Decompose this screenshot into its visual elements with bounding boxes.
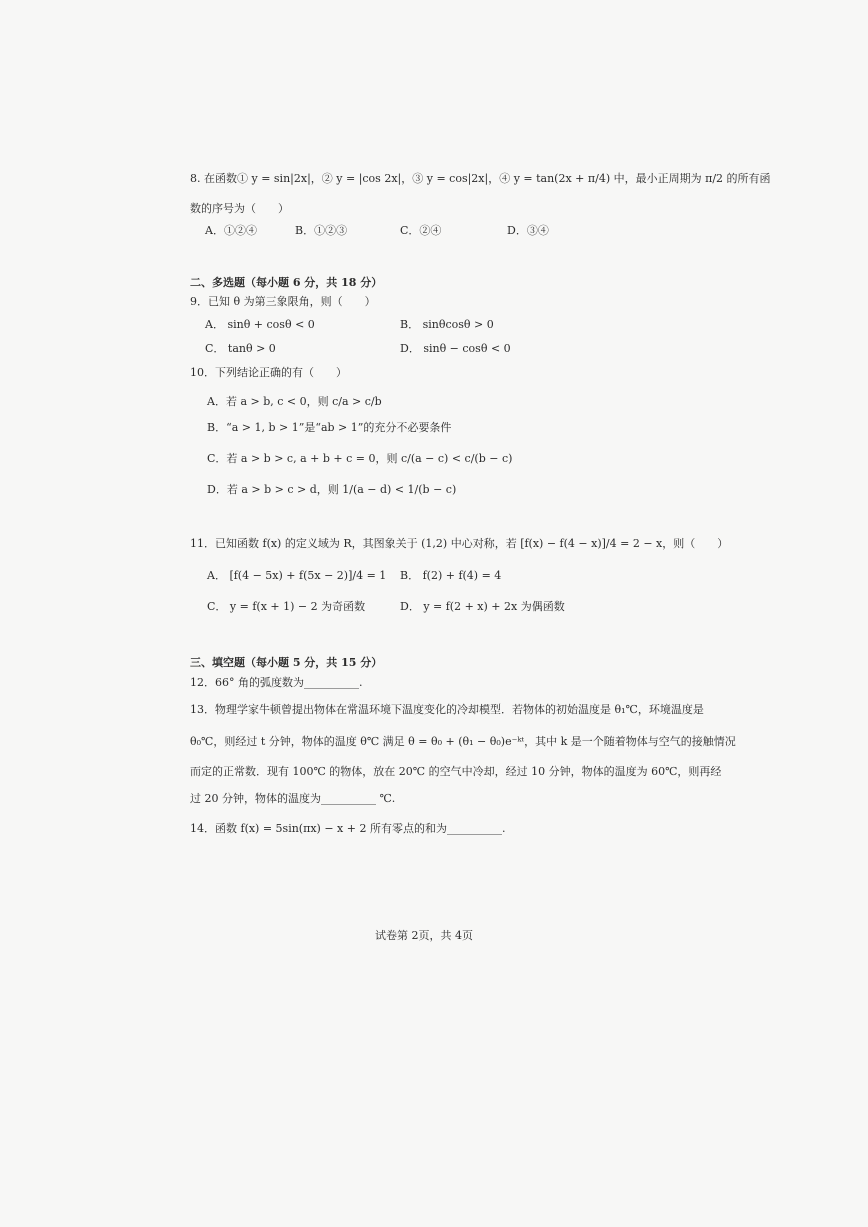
q8-option-c: C．②④ <box>400 224 442 237</box>
q10-stem: 10．下列结论正确的有（ ） <box>190 366 347 379</box>
q9-option-b: B． sinθcosθ > 0 <box>400 318 494 331</box>
q10-option-d: D．若 a > b > c > d，则 1/(a − d) < 1/(b − c) <box>207 483 457 496</box>
q11-option-b: B． f(2) + f(4) = 4 <box>400 569 502 582</box>
q8-option-d: D．③④ <box>507 224 549 237</box>
page-footer: 试卷第 2页，共 4页 <box>375 929 473 942</box>
q13-line2: θ₀℃，则经过 t 分钟，物体的温度 θ℃ 满足 θ = θ₀ + (θ₁ − θ₀)e⁻ᵏᵗ，其中 k 是一个随着物体与空气的接触情况 <box>190 735 736 748</box>
q9-option-a: A． sinθ + cosθ < 0 <box>205 318 315 331</box>
q8-line1: 8. 在函数① y = sin|2x|，② y = |cos 2x|，③ y = cos|2x|，④ y = tan(2x + π/4) 中，最小正周期为 π/2 的所有函 <box>190 172 771 185</box>
q13-line1: 13．物理学家牛顿曾提出物体在常温环境下温度变化的冷却模型．若物体的初始温度是 θ₁℃，环境温度是 <box>190 703 704 716</box>
q8-option-a: A．①②④ <box>205 224 257 237</box>
q10-option-b: B．“a > 1, b > 1”是“ab > 1”的充分不必要条件 <box>207 421 452 434</box>
section2-title: 二、多选题（每小题 6 分，共 18 分） <box>190 276 383 289</box>
q13-line3: 而定的正常数．现有 100℃ 的物体，放在 20℃ 的空气中冷却，经过 10 分钟，物体的温度为 60℃，则再经 <box>190 765 722 778</box>
q13-line4: 过 20 分钟，物体的温度为__________ ℃. <box>190 792 396 805</box>
q11-option-d: D． y = f(2 + x) + 2x 为偶函数 <box>400 600 565 613</box>
q14-text: 14．函数 f(x) = 5sin(πx) − x + 2 所有零点的和为__________. <box>190 822 506 835</box>
q9-stem: 9．已知 θ 为第三象限角，则（ ） <box>190 295 376 308</box>
section3-title: 三、填空题（每小题 5 分，共 15 分） <box>190 656 383 669</box>
q8-option-b: B．①②③ <box>295 224 348 237</box>
q12-text: 12．66° 角的弧度数为__________. <box>190 676 363 689</box>
q10-option-c: C．若 a > b > c, a + b + c = 0，则 c/(a − c) < c/(b − c) <box>207 452 513 465</box>
q8-line2: 数的序号为（ ） <box>190 202 289 215</box>
q9-option-c: C． tanθ > 0 <box>205 342 276 355</box>
q11-option-c: C． y = f(x + 1) − 2 为奇函数 <box>207 600 366 613</box>
q11-option-a: A． [f(4 − 5x) + f(5x − 2)]/4 = 1 <box>207 569 387 582</box>
q9-option-d: D． sinθ − cosθ < 0 <box>400 342 511 355</box>
q11-stem: 11．已知函数 f(x) 的定义域为 R，其图象关于 (1,2) 中心对称，若 [f(x) − f(4 − x)]/4 = 2 − x，则（ ） <box>190 537 729 550</box>
q10-option-a: A．若 a > b, c < 0，则 c/a > c/b <box>207 395 382 408</box>
